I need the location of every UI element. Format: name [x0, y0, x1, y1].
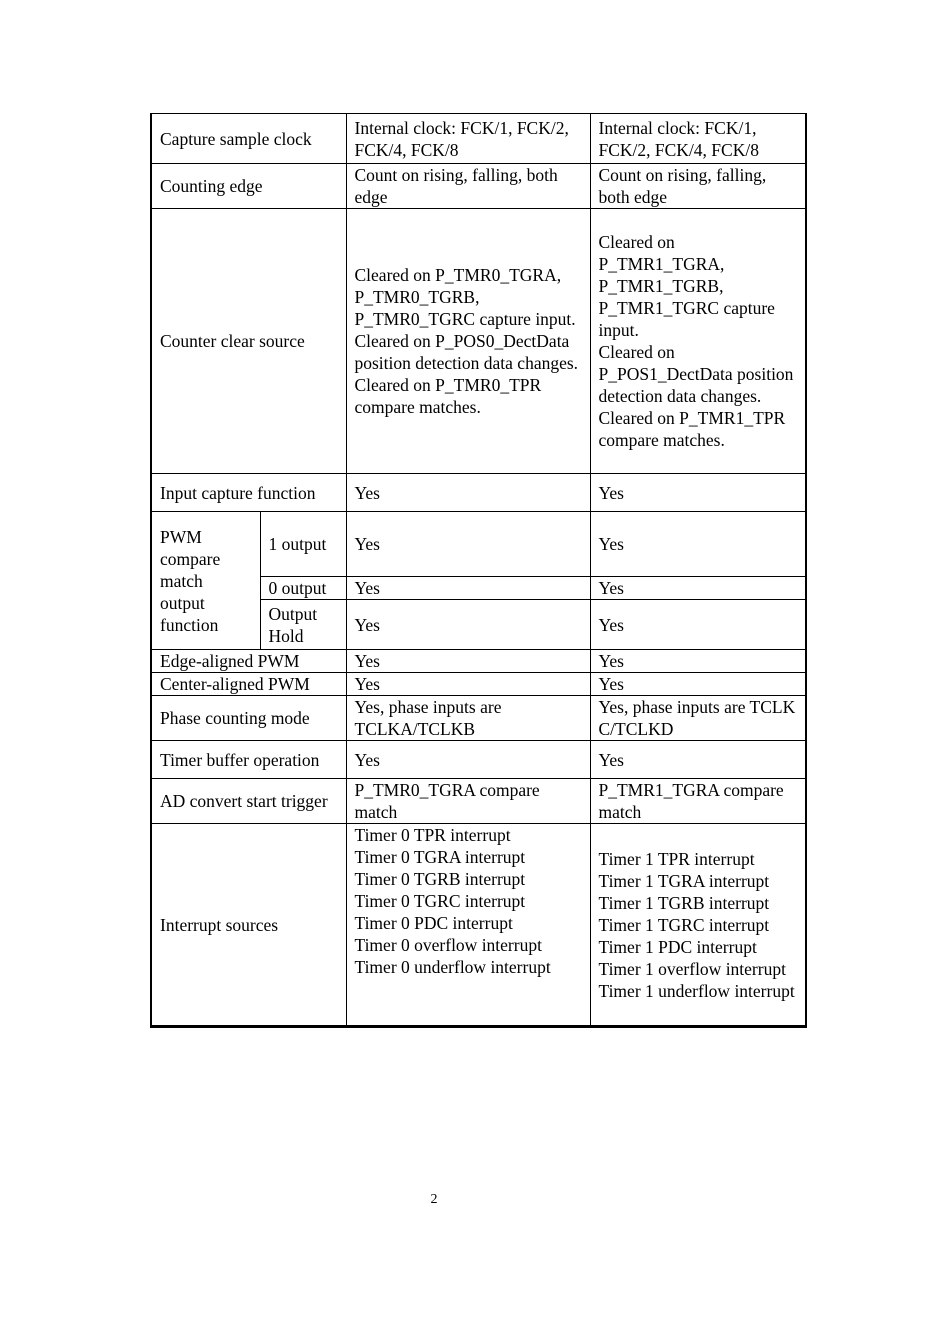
row-label: Phase counting mode: [151, 696, 346, 741]
table-row: [151, 114, 806, 164]
table-row: [151, 650, 806, 673]
timer0-cell: P_TMR0_TGRA compare match: [346, 779, 590, 824]
timer1-cell: Yes, phase inputs are TCLK C/TCLKD: [590, 696, 806, 741]
table-row: [151, 824, 806, 1027]
timer0-cell: Yes: [346, 577, 590, 600]
row-label: AD convert start trigger: [151, 779, 346, 824]
table-row: [151, 696, 806, 741]
sub-row-label: Output Hold: [260, 600, 346, 650]
sub-row-label: 0 output: [260, 577, 346, 600]
timer1-cell: Timer 1 TPR interrupt Timer 1 TGRA interrupt Timer 1 TGRB interrupt Timer 1 TGRC interrupt Timer 1 PDC interrupt Timer 1 overflow interrupt Timer 1 underflow interrupt: [590, 824, 806, 1027]
table-row: [151, 164, 806, 209]
timer0-cell: Yes: [346, 600, 590, 650]
timer0-cell: Yes, phase inputs are TCLKA/TCLKB: [346, 696, 590, 741]
timer1-cell: Internal clock: FCK/1, FCK/2, FCK/4, FCK/8: [590, 114, 806, 164]
row-label: Edge-aligned PWM: [151, 650, 346, 673]
timer1-cell: Yes: [590, 474, 806, 512]
timer0-cell: Yes: [346, 474, 590, 512]
timer1-cell: P_TMR1_TGRA compare match: [590, 779, 806, 824]
row-label: Counting edge: [151, 164, 346, 209]
row-label: Center-aligned PWM: [151, 673, 346, 696]
timer-spec-table: [150, 113, 807, 1028]
timer1-cell: Cleared on P_TMR1_TGRA, P_TMR1_TGRB, P_TMR1_TGRC capture input. Cleared on P_POS1_DectData position detection data changes. Cleared on P_TMR1_TPR compare matches.: [590, 209, 806, 474]
timer1-cell: Count on rising, falling, both edge: [590, 164, 806, 209]
table-row: [151, 474, 806, 512]
row-label: Counter clear source: [151, 209, 346, 474]
timer0-cell: Internal clock: FCK/1, FCK/2, FCK/4, FCK/8: [346, 114, 590, 164]
row-label: Interrupt sources: [151, 824, 346, 1027]
table-row: [151, 512, 806, 577]
timer0-cell: Yes: [346, 673, 590, 696]
row-label: Capture sample clock: [151, 114, 346, 164]
timer1-cell: Yes: [590, 650, 806, 673]
row-label: Timer buffer operation: [151, 741, 346, 779]
sub-row-label: 1 output: [260, 512, 346, 577]
timer0-cell: Yes: [346, 741, 590, 779]
timer1-cell: Yes: [590, 673, 806, 696]
table-row: [151, 741, 806, 779]
table-row: [151, 673, 806, 696]
timer0-cell: Timer 0 TPR interrupt Timer 0 TGRA interrupt Timer 0 TGRB interrupt Timer 0 TGRC interrupt Timer 0 PDC interrupt Timer 0 overflow interrupt Timer 0 underflow interrupt: [346, 824, 590, 1027]
timer0-cell: Yes: [346, 650, 590, 673]
page-number: 2: [430, 1192, 438, 1207]
timer1-cell: Yes: [590, 600, 806, 650]
table-row: [151, 779, 806, 824]
timer0-cell: Count on rising, falling, both edge: [346, 164, 590, 209]
timer1-cell: Yes: [590, 741, 806, 779]
row-label: PWM compare match output function: [151, 512, 260, 650]
timer1-cell: Yes: [590, 577, 806, 600]
timer1-cell: Yes: [590, 512, 806, 577]
timer0-cell: Cleared on P_TMR0_TGRA, P_TMR0_TGRB, P_TMR0_TGRC capture input. Cleared on P_POS0_DectData position detection data changes. Cleared on P_TMR0_TPR compare matches.: [346, 209, 590, 474]
timer0-cell: Yes: [346, 512, 590, 577]
table-row: [151, 209, 806, 474]
row-label: Input capture function: [151, 474, 346, 512]
